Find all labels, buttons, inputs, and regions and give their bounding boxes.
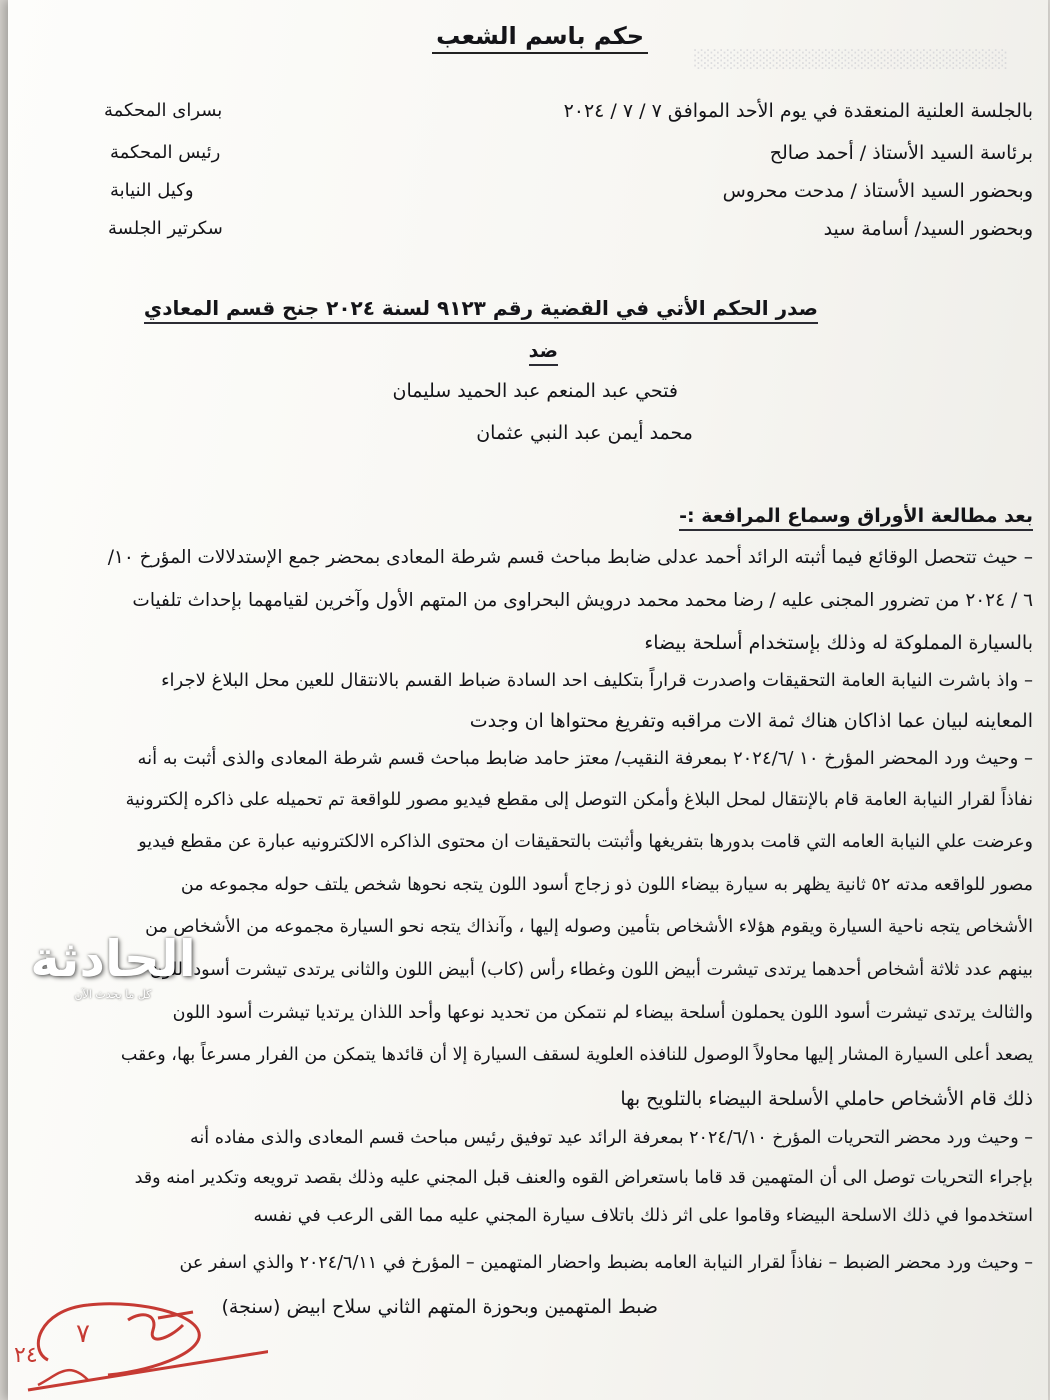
document-title: حكم باسم الشعب <box>432 22 648 54</box>
panel-president-name: برئاسة السيد الأستاذ / أحمد صالح <box>769 142 1033 164</box>
body-line-2: – حيث تتحصل الوقائع فيما أثبته الرائد أحمد عدلى ضابط مباحث قسم شرطة المعادى بمحضر جمع الإستدلالات المؤرخ ١٠/ <box>107 547 1033 568</box>
bleed-through-texture: ░░░░░░░░░░░░░░░░░░░░░░░░ <box>694 50 1008 70</box>
secrecy-label: بسرای المحكمة <box>104 100 223 121</box>
body-line-17: بإجراء التحريات توصل الى أن المتهمين قد قاما باستعراض القوه والعنف قبل المجني عليه وذلك بقصد ترويعه وتكدير امنه وقد <box>134 1168 1033 1188</box>
body-line-7: – وحيث ورد المحضر المؤرخ ١٠ /٢٠٢٤/٦ بمعرفة النقيب/ معتز حامد ضابط مباحث قسم شرطة المعادى والذى أثبت به أنه <box>137 748 1033 769</box>
panel-president-role: رئيس المحكمة <box>110 142 221 163</box>
body-line-10: مصور للواقعه مدته ٥٢ ثانية يظهر به سيارة بيضاء اللون ذو زجاج أسود اللون يتجه نحوها شخص يلتف حوله مجموعه من <box>180 875 1033 895</box>
body-line-18: استخدموا في ذلك الاسلحة البيضاء وقاموا على اثر ذلك باتلاف سيارة المجني عليه مما القى الرعب في نفسه <box>253 1206 1033 1226</box>
body-line-8: نفاذاً لقرار النيابة العامة قام بالإنتقال لمحل البلاغ وأمكن التوصل إلى مقطع فيديو مصور للواقعة تم تحميله على ذاكره إلكترونية <box>125 790 1033 810</box>
document-page <box>8 0 1048 1400</box>
body-line-11: الأشخاص يتجه ناحية السيارة ويقوم هؤلاء الأشخاص بتأمين وصوله إليها ، وآنذاك يتجه نحو السيارة مجموعه من الأشخاص من <box>145 917 1033 937</box>
case-heading: صدر الحكم الأتي في القضية رقم ٩١٢٣ لسنة ٢٠٢٤ جنح قسم المعادي <box>144 296 818 324</box>
body-line-5: – واذ باشرت النيابة العامة التحقيقات واصدرت قراراً بتكليف احد السادة ضباط القسم بالانتقال للعين محل البلاغ لاجراء <box>161 670 1033 691</box>
body-line-3: ٦ / ٢٠٢٤ من تضرور المجنى عليه / رضا محمد محمد درويش البحراوى من المتهم الأول وآخرين لقيامهما بإحداث تلفيات <box>132 590 1033 611</box>
panel-prosecutor-name: وبحضور السيد الأستاذ / مدحت محروس <box>722 180 1033 202</box>
body-line-16: – وحيث ورد محضر التحريات المؤرخ ٢٠٢٤/٦/١٠ بمعرفة الرائد عيد توفيق رئيس مباحث قسم المعادى والذى مفاده أنه <box>190 1128 1033 1148</box>
watermark-logo <box>28 930 198 1020</box>
body-line-4: بالسيارة المملوكة له وذلك بإستخدام أسلحة بيضاء <box>644 632 1033 654</box>
defendant-1: فتحي عبد المنعم عبد الحميد سليمان <box>392 380 678 402</box>
against-label: ضد <box>529 340 558 366</box>
body-line-6: المعاينه لبيان عما اذاكان هناك ثمة الات مراقبه وتفريغ محتواها ان وجدت <box>469 710 1033 732</box>
signature-initials: ٧ <box>76 1319 90 1349</box>
watermark-subtitle: كل ما يحدث الآن <box>74 988 152 1001</box>
panel-secretary-role: سكرتير الجلسة <box>108 218 223 239</box>
body-line-13: والثالث يرتدى تيشرت أسود اللون يحملون أسلحة بيضاء لم نتمكن من تحديد نوعها وأحد اللذان يرتديا تيشرت أسود اللون <box>172 1003 1033 1023</box>
body-line-12: بينهم عدد ثلاثة أشخاص أحدهما يرتدى تيشرت أبيض اللون وغطاء رأس (كاب) أبيض اللون والثانى يرتدى تيشرت أسود اللون <box>149 960 1033 980</box>
defendant-2: محمد أيمن عبد النبي عثمان <box>476 422 693 444</box>
panel-prosecutor-role: وكيل النيابة <box>110 180 194 201</box>
body-line-20: ضبط المتهمين وبحوزة المتهم الثاني سلاح ابيض (سنجة) <box>221 1296 658 1318</box>
body-line-14: يصعد أعلى السيارة المشار إليها محاولاً الوصول للنافذه العلوية لسقف السيارة إلا أن قائدها يتمكن من الفرار مسرعاً بها، وعقب <box>120 1045 1033 1065</box>
body-line-15: ذلك قام الأشخاص حاملي الأسلحة البيضاء بالتلويح بها <box>620 1088 1033 1110</box>
signature-mark: ٢٤ <box>14 1343 38 1368</box>
watermark-title: الحادثة <box>30 930 196 988</box>
body-line-19: – وحيث ورد محضر الضبط – نفاذاً لقرار النيابة العامه بضبط واحضار المتهمين – المؤرخ في ٢٠٢٤/٦/١١ والذي اسفر عن <box>179 1253 1033 1273</box>
session-line: بالجلسة العلنية المنعقدة في يوم الأحد الموافق ٧ / ٧ / ٢٠٢٤ <box>563 100 1033 122</box>
body-line-9: وعرضت علي النيابة العامه التي قامت بدورها بتفريغها وأثبتت بالتحقيقات ان محتوى الذاكره الالكترونيه عبارة عن مقطع فيديو <box>138 832 1033 852</box>
body-line-1: بعد مطالعة الأوراق وسماع المرافعة :- <box>679 505 1033 531</box>
panel-secretary-name: وبحضور السيد/ أسامة سيد <box>823 218 1033 240</box>
signature-stamp <box>8 1290 268 1400</box>
